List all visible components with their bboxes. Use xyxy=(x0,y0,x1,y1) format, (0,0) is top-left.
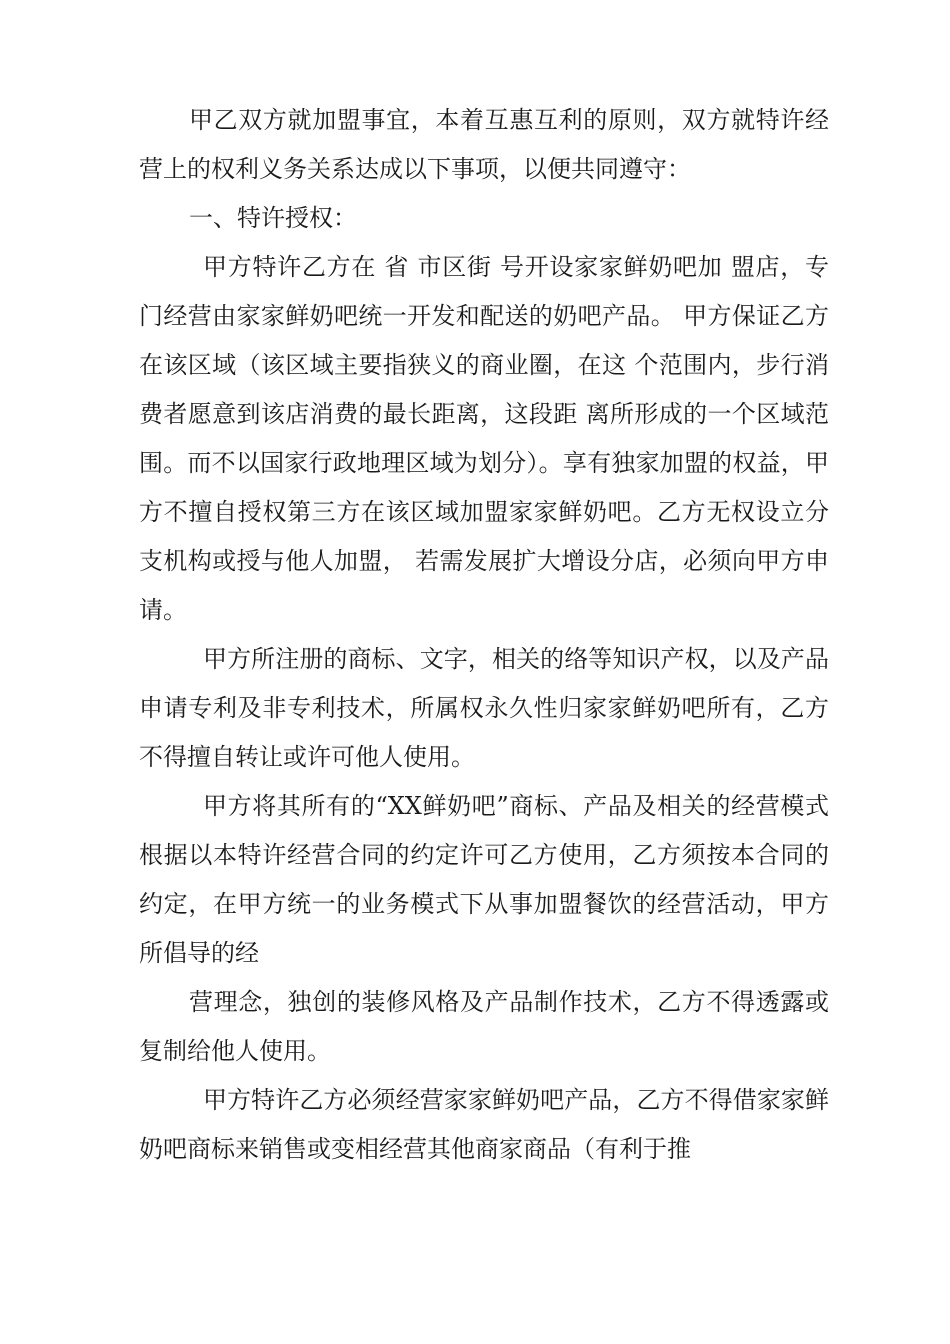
paragraph-business-concept: 营理念，独创的装修风格及产品制作技术，乙方不得透露或复制给他人使用。 xyxy=(139,988,829,1065)
section-heading-franchise-authorization: 一、特许授权： xyxy=(189,204,357,232)
contract-body xyxy=(139,96,829,1174)
paragraph-franchise-location: 甲方特许乙方在 省 市区街 号开设家家鲜奶吧加 盟店，专门经营由家家鲜奶吧统一开发和配送的奶吧产品。 甲方保证乙方在该区域（该区域主要指狭义的商业圈，在这 个范围内，步行消费者愿意到该店消费的最长距离，这段距 离所形成的一个区域范围。而不以国家行政地理区域为划分）。享有独家加盟的权益，甲方不擅自授权第三方在该区域加盟家家鲜奶吧。乙方无权设立分支机构或授与他人加盟， 若需发展扩大增设分店，必须向甲方申请。 xyxy=(139,253,829,624)
paragraph-intellectual-property: 甲方所注册的商标、文字，相关的络等知识产权，以及产品申请专利及非专利技术，所属权永久性归家家鲜奶吧所有，乙方不得擅自转让或许可他人使用。 xyxy=(139,645,829,771)
paragraph-intro: 甲乙双方就加盟事宜，本着互惠互利的原则，双方就特许经营上的权利义务关系达成以下事项，以便共同遵守： xyxy=(139,106,829,183)
paragraph-product-restriction: 甲方特许乙方必须经营家家鲜奶吧产品，乙方不得借家家鲜奶吧商标来销售或变相经营其他商家商品（有利于推 xyxy=(139,1086,829,1163)
paragraph-trademark-license: 甲方将其所有的“XX鲜奶吧”商标、产品及相关的经营模式根据以本特许经营合同的约定许可乙方使用，乙方须按本合同的约定，在甲方统一的业务模式下从事加盟餐饮的经营活动，甲方所倡导的经 xyxy=(139,792,829,967)
